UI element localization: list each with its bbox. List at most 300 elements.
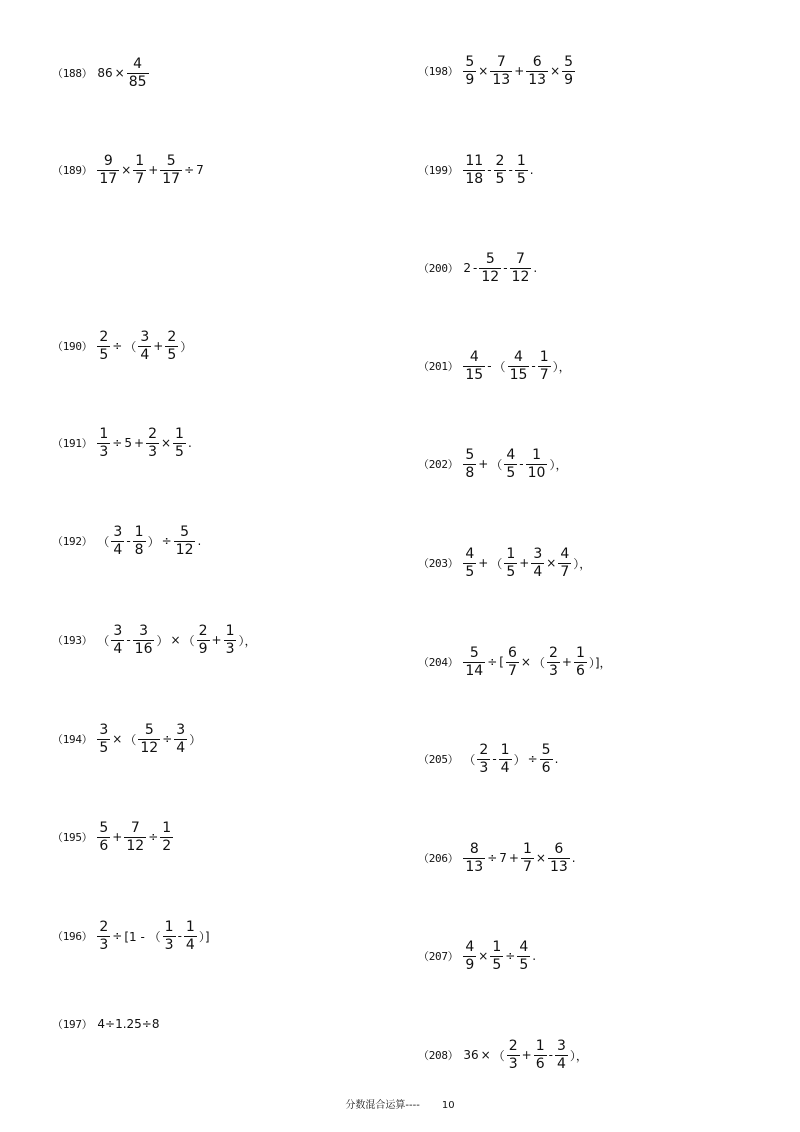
problem-203 [418, 541, 592, 585]
denominator: 5 [492, 956, 502, 973]
expression [96, 330, 193, 363]
denominator: 4 [176, 739, 186, 756]
expression [96, 920, 210, 953]
denominator: 7 [507, 662, 517, 679]
denominator: 9 [465, 956, 475, 973]
fraction [555, 1039, 568, 1072]
numerator: 2 [99, 328, 109, 345]
fraction [463, 940, 476, 973]
problem-207 [418, 934, 537, 978]
expression [462, 154, 534, 187]
denominator: 8 [465, 464, 475, 481]
operator: × [520, 655, 531, 669]
operator: + [478, 457, 489, 471]
problem-number: （196） [52, 930, 93, 943]
fraction [160, 821, 173, 854]
operator: × [170, 633, 181, 647]
numerator: 1 [522, 840, 532, 857]
problem-number: （192） [52, 535, 93, 548]
term: （ [124, 732, 137, 747]
problem-number: （188） [52, 67, 93, 80]
problem-208 [418, 1033, 589, 1077]
fraction [138, 723, 160, 756]
problem-number: （208） [418, 1049, 459, 1062]
fraction [97, 821, 110, 854]
fraction [558, 547, 571, 580]
problem-number: （193） [52, 634, 93, 647]
page-footer [0, 1096, 800, 1111]
numerator: 1 [99, 425, 109, 442]
problem-206 [418, 836, 577, 880]
expression [96, 154, 204, 187]
operator: ÷ [112, 929, 123, 943]
numerator: 2 [508, 1037, 518, 1054]
numerator: 3 [113, 523, 123, 540]
term: ） [147, 534, 160, 549]
numerator: 3 [139, 622, 149, 639]
fraction [508, 350, 530, 383]
denominator: 7 [560, 563, 570, 580]
problem-number: （194） [52, 733, 93, 746]
expression [462, 252, 538, 285]
operator: × [114, 66, 125, 80]
problem-number: （200） [418, 262, 459, 275]
numerator: 2 [495, 152, 505, 169]
term: ）， [573, 556, 592, 571]
problem-197 [52, 1002, 160, 1046]
numerator: 2 [148, 425, 157, 442]
term: （ [124, 339, 137, 354]
denominator: 15 [509, 366, 528, 383]
operator: × [121, 163, 132, 177]
term: ）， [552, 359, 571, 374]
denominator: 6 [575, 662, 585, 679]
operator: - [519, 457, 524, 471]
problem-number: （202） [418, 458, 459, 471]
denominator: 5 [506, 464, 516, 481]
denominator: 6 [99, 837, 109, 854]
denominator: 12 [481, 268, 500, 285]
fraction [97, 427, 110, 460]
expression [96, 821, 174, 854]
term: 36 [463, 1048, 479, 1062]
term: ）， [549, 457, 568, 472]
numerator: 5 [469, 644, 479, 661]
problem-189 [52, 148, 205, 192]
operator: × [112, 732, 123, 746]
numerator: 1 [185, 918, 195, 935]
fraction [463, 55, 476, 88]
denominator: 3 [508, 1055, 518, 1072]
problem-number: （189） [52, 164, 93, 177]
term: . [532, 949, 537, 963]
numerator: 9 [103, 152, 113, 169]
numerator: 2 [479, 741, 489, 758]
expression [462, 55, 576, 88]
denominator: 13 [528, 71, 547, 88]
numerator: 1 [225, 622, 235, 639]
fraction [163, 920, 176, 953]
fraction [133, 154, 146, 187]
term: ） [189, 732, 202, 747]
problem-202 [418, 442, 568, 486]
problem-number: （190） [52, 340, 93, 353]
numerator: 1 [575, 644, 585, 661]
numerator: 3 [99, 721, 109, 738]
term: ） [513, 752, 526, 767]
numerator: 5 [166, 152, 176, 169]
numerator: 3 [113, 622, 123, 639]
problem-number: （197） [52, 1018, 93, 1031]
term: . [187, 436, 192, 450]
term: 7 [196, 163, 204, 177]
operator: - [492, 752, 497, 766]
denominator: 5 [99, 739, 109, 756]
term: （ [463, 752, 476, 767]
fraction [574, 646, 587, 679]
term: . [571, 851, 576, 865]
denominator: 13 [465, 858, 484, 875]
fraction [526, 55, 548, 88]
operator: × [478, 64, 489, 78]
term: ）]， [588, 655, 612, 670]
denominator: 17 [162, 170, 181, 187]
denominator: 4 [533, 563, 543, 580]
numerator: 1 [135, 152, 145, 169]
operator: ÷ [487, 655, 498, 669]
numerator: 3 [556, 1037, 566, 1054]
numerator: 7 [130, 819, 140, 836]
term: ） [156, 633, 169, 648]
problem-number: （198） [418, 65, 459, 78]
term: ）， [569, 1048, 588, 1063]
denominator: 12 [511, 268, 530, 285]
denominator: 4 [113, 640, 123, 657]
expression [462, 547, 592, 580]
denominator: 16 [134, 640, 153, 657]
problem-204 [418, 640, 613, 684]
denominator: 3 [99, 443, 109, 460]
fraction [517, 940, 530, 973]
denominator: 3 [148, 443, 157, 460]
numerator: 1 [535, 1037, 545, 1054]
term: （ [97, 534, 110, 549]
term: ）] [198, 929, 210, 944]
denominator: 3 [548, 662, 558, 679]
fraction [504, 547, 517, 580]
numerator: 8 [469, 840, 479, 857]
problem-number: （207） [418, 950, 459, 963]
fraction [479, 252, 501, 285]
fraction [146, 427, 159, 460]
problem-198 [418, 49, 576, 93]
numerator: 2 [99, 918, 109, 935]
numerator: 1 [492, 938, 502, 955]
fraction [547, 646, 560, 679]
expression [462, 350, 571, 383]
operator: + [148, 163, 159, 177]
operator: × [546, 556, 557, 570]
numerator: 4 [560, 545, 570, 562]
denominator: 7 [539, 366, 549, 383]
denominator: 9 [198, 640, 208, 657]
problem-199 [418, 148, 535, 192]
operator: × [478, 949, 489, 963]
denominator: 3 [225, 640, 235, 657]
denominator: 10 [527, 464, 546, 481]
denominator: 5 [99, 346, 109, 363]
expression [462, 842, 576, 875]
problem-number: （206） [418, 852, 459, 865]
expression [96, 1017, 160, 1031]
denominator: 17 [99, 170, 118, 187]
term: 4÷1.25÷8 [97, 1017, 160, 1031]
term: （ [97, 633, 110, 648]
operator: - [487, 163, 492, 177]
denominator: 3 [164, 936, 174, 953]
numerator: 6 [507, 644, 517, 661]
denominator: 4 [556, 1055, 566, 1072]
fraction [548, 842, 570, 875]
numerator: 5 [465, 446, 475, 463]
numerator: 1 [500, 741, 510, 758]
operator: - [177, 929, 182, 943]
problem-number: （191） [52, 437, 93, 450]
numerator: 1 [164, 918, 174, 935]
fraction [510, 252, 532, 285]
operator: - [531, 359, 536, 373]
fraction [133, 624, 155, 657]
fraction [184, 920, 197, 953]
problem-188 [52, 51, 150, 95]
footer-title: 分数混合运算---- [345, 1100, 420, 1111]
problem-205 [418, 737, 559, 781]
fraction [463, 154, 485, 187]
operator: + [521, 1048, 532, 1062]
fraction [224, 624, 237, 657]
fraction [463, 547, 476, 580]
numerator: 1 [516, 152, 526, 169]
expression [462, 940, 537, 973]
operator: ÷ [162, 732, 173, 746]
denominator: 6 [535, 1055, 545, 1072]
denominator: 4 [113, 541, 123, 558]
numerator: 11 [465, 152, 484, 169]
term: ） [180, 339, 193, 354]
term: （ [532, 655, 545, 670]
fraction [562, 55, 575, 88]
denominator: 8 [134, 541, 144, 558]
numerator: 6 [532, 53, 542, 70]
denominator: 5 [175, 443, 184, 460]
operator: × [480, 1048, 491, 1062]
term: 86 [97, 66, 113, 80]
problem-195 [52, 815, 174, 859]
problem-number: （201） [418, 360, 459, 373]
problem-number: （199） [418, 164, 459, 177]
fraction [111, 624, 124, 657]
numerator: 5 [180, 523, 190, 540]
expression [96, 525, 202, 558]
numerator: 2 [198, 622, 208, 639]
expression [96, 624, 257, 657]
operator: - [126, 633, 131, 647]
term: 2 [463, 261, 472, 275]
denominator: 4 [140, 346, 150, 363]
denominator: 12 [126, 837, 145, 854]
operator: - [473, 261, 478, 275]
numerator: 7 [496, 53, 506, 70]
term: （ [182, 633, 195, 648]
numerator: 5 [541, 741, 551, 758]
numerator: 5 [144, 721, 154, 738]
denominator: 6 [541, 759, 551, 776]
numerator: 5 [485, 250, 495, 267]
problem-196 [52, 914, 211, 958]
numerator: 4 [465, 545, 475, 562]
fraction [97, 920, 110, 953]
fraction [463, 350, 485, 383]
term: 5 [124, 436, 132, 450]
fraction [111, 525, 124, 558]
denominator: 5 [495, 170, 505, 187]
denominator: 13 [492, 71, 511, 88]
term: . [197, 534, 202, 548]
denominator: 7 [522, 858, 532, 875]
denominator: 85 [128, 73, 147, 90]
fraction [538, 350, 551, 383]
term: . [533, 261, 538, 275]
problem-number: （205） [418, 753, 459, 766]
term: [1 - （ [124, 929, 161, 944]
fraction [463, 842, 485, 875]
fraction [138, 330, 151, 363]
numerator: 4 [465, 938, 475, 955]
problem-number: （204） [418, 656, 459, 669]
denominator: 5 [519, 956, 529, 973]
operator: + [211, 633, 222, 647]
operator: - [487, 359, 492, 373]
numerator: 1 [175, 425, 184, 442]
denominator: 7 [135, 170, 145, 187]
operator: + [561, 655, 572, 669]
operator: ÷ [505, 949, 516, 963]
denominator: 9 [564, 71, 574, 88]
fraction [521, 842, 534, 875]
expression [462, 743, 559, 776]
fraction [174, 723, 187, 756]
denominator: 12 [140, 739, 159, 756]
numerator: 4 [469, 348, 479, 365]
denominator: 13 [549, 858, 568, 875]
fraction [97, 154, 119, 187]
operator: + [478, 556, 489, 570]
denominator: 15 [465, 366, 484, 383]
term: （ [490, 556, 503, 571]
fraction [506, 646, 519, 679]
expression [462, 1039, 589, 1072]
fraction [494, 154, 507, 187]
numerator: 3 [176, 721, 186, 738]
problem-200 [418, 246, 538, 290]
problem-201 [418, 344, 572, 388]
term: 7 [499, 851, 507, 865]
operator: ÷ [184, 163, 195, 177]
fraction [540, 743, 553, 776]
operator: ÷ [527, 752, 538, 766]
fraction [504, 448, 517, 481]
operator: + [514, 64, 525, 78]
problem-number: （195） [52, 831, 93, 844]
denominator: 5 [506, 563, 516, 580]
denominator: 5 [167, 346, 177, 363]
numerator: 3 [140, 328, 150, 345]
term: （ [492, 1048, 505, 1063]
numerator: 7 [515, 250, 525, 267]
operator: ÷ [487, 851, 498, 865]
fraction [490, 940, 503, 973]
denominator: 18 [465, 170, 484, 187]
fraction [97, 723, 110, 756]
fraction [197, 624, 210, 657]
operator: + [153, 339, 164, 353]
denominator: 4 [500, 759, 510, 776]
term: （ [490, 457, 503, 472]
fraction [515, 154, 528, 187]
page-number: 10 [441, 1100, 455, 1111]
fraction [534, 1039, 547, 1072]
operator: - [503, 261, 508, 275]
fraction [160, 154, 182, 187]
fraction [490, 55, 512, 88]
fraction [499, 743, 512, 776]
expression [462, 646, 612, 679]
fraction [124, 821, 146, 854]
expression [96, 723, 202, 756]
fraction [133, 525, 146, 558]
fraction [174, 525, 196, 558]
denominator: 4 [185, 936, 195, 953]
operator: × [550, 64, 561, 78]
operator: × [535, 851, 546, 865]
operator: - [508, 163, 513, 177]
operator: ÷ [112, 436, 123, 450]
problem-191 [52, 421, 193, 465]
operator: ÷ [148, 830, 159, 844]
numerator: 1 [162, 819, 172, 836]
numerator: 1 [532, 446, 542, 463]
problem-190 [52, 324, 193, 368]
numerator: 1 [506, 545, 516, 562]
numerator: 1 [539, 348, 549, 365]
term: . [529, 163, 534, 177]
expression [462, 448, 568, 481]
fraction [173, 427, 186, 460]
denominator: 3 [479, 759, 489, 776]
operator: + [134, 436, 145, 450]
numerator: 3 [533, 545, 543, 562]
operator: ÷ [112, 339, 123, 353]
numerator: 1 [134, 523, 144, 540]
operator: × [160, 436, 172, 450]
problem-number: （203） [418, 557, 459, 570]
denominator: 3 [99, 936, 109, 953]
numerator: 4 [514, 348, 523, 365]
numerator: 4 [519, 938, 529, 955]
operator: + [508, 851, 519, 865]
numerator: 4 [506, 446, 516, 463]
fraction [477, 743, 490, 776]
